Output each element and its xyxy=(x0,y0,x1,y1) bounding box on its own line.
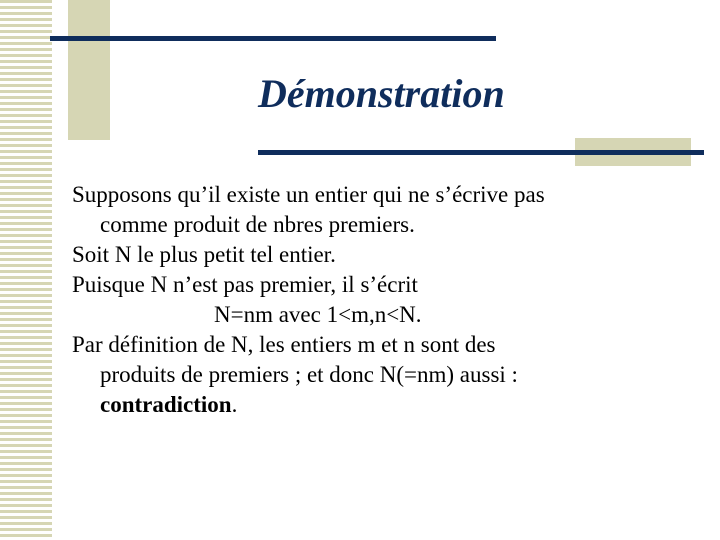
equation-line: N=nm avec 1<m,n<N. xyxy=(214,302,422,327)
title-rule-top xyxy=(50,36,496,41)
text-line: comme produit de nbres premiers. xyxy=(100,212,415,237)
text-line: Puisque N n’est pas premier, il s’écrit xyxy=(72,272,418,297)
paragraph-conclusion xyxy=(72,330,702,420)
title-rule-bottom xyxy=(258,150,704,155)
decorative-block-top-left xyxy=(68,0,110,140)
paragraph-minimal-n xyxy=(72,240,702,270)
paragraph-hypothesis xyxy=(72,180,702,240)
paragraph-not-prime xyxy=(72,270,702,330)
text-line: produits de premiers ; et donc N(=nm) aussi : xyxy=(100,362,518,387)
decorative-striped-strip xyxy=(0,0,52,540)
text-line: Par définition de N, les entiers m et n sont des xyxy=(72,332,496,357)
text-period: . xyxy=(231,392,238,417)
contradiction-word: contradiction xyxy=(100,392,232,417)
slide-body xyxy=(72,180,702,420)
slide-title: Démonstration xyxy=(258,71,505,116)
text-line: Soit N le plus petit tel entier. xyxy=(72,242,336,267)
text-line: Supposons qu’il existe un entier qui ne s’écrive pas xyxy=(72,182,545,207)
